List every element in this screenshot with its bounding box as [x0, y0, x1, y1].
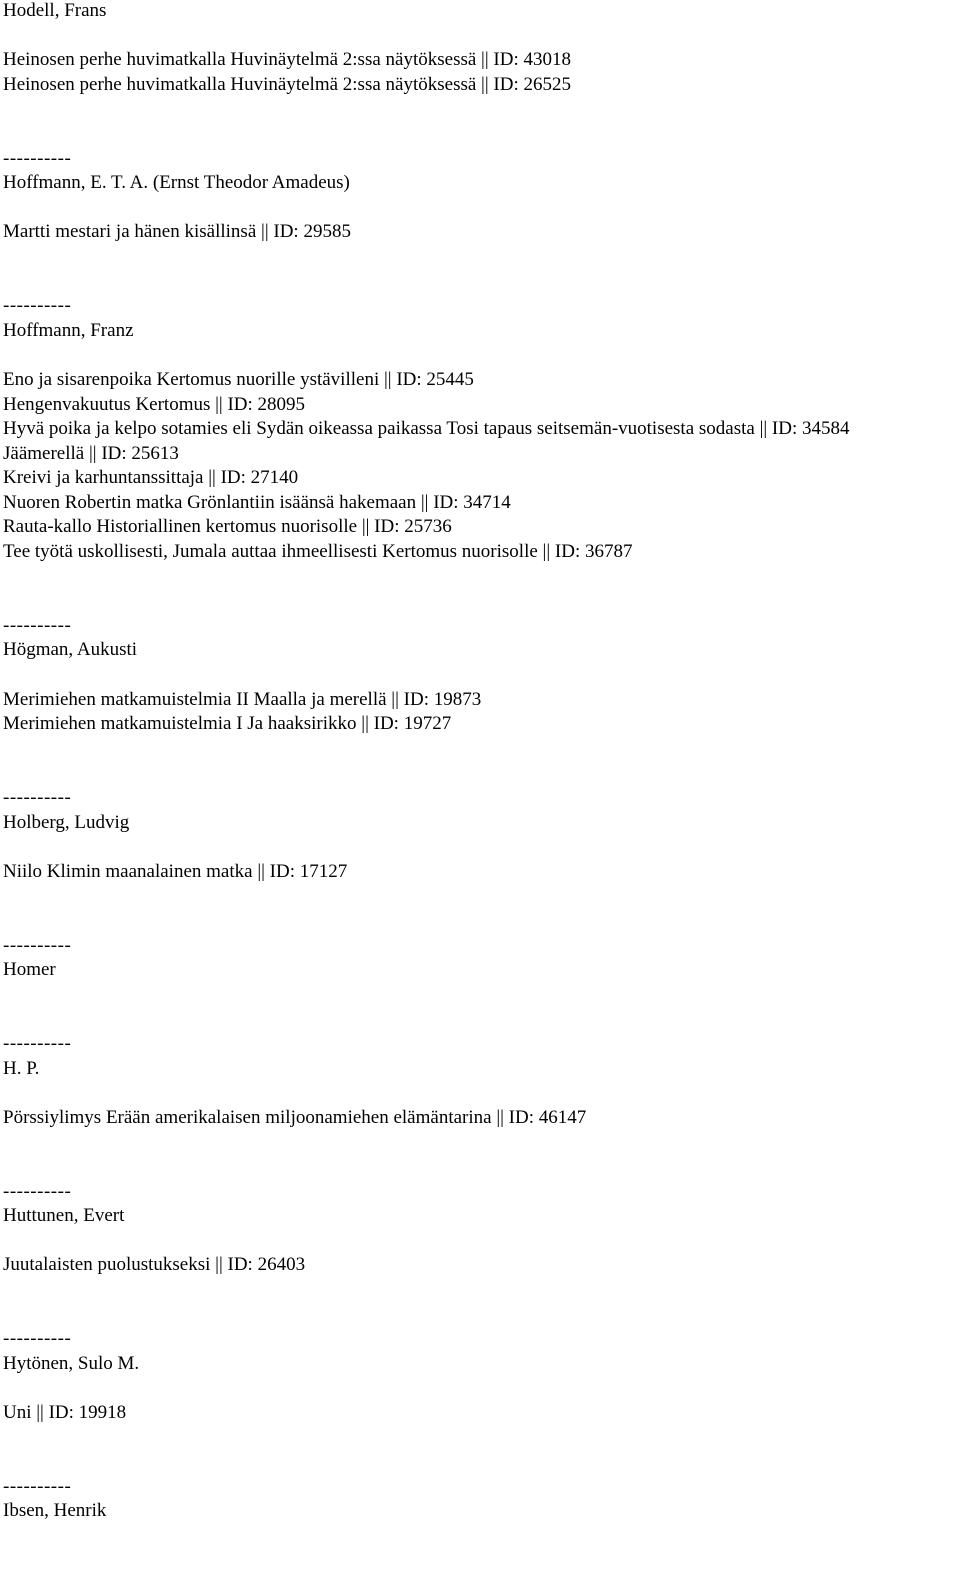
spacer	[3, 1007, 960, 1032]
spacer	[3, 1425, 960, 1450]
spacer	[3, 909, 960, 934]
entry-separator: ----------	[3, 1475, 72, 1497]
spacer	[3, 122, 960, 147]
entry-separator: ----------	[3, 1032, 72, 1054]
author-name: Hodell, Frans	[3, 0, 107, 21]
spacer	[3, 24, 960, 49]
spacer	[3, 884, 960, 909]
spacer	[3, 343, 960, 368]
author-entries	[3, 147, 960, 1573]
author-entry	[3, 934, 960, 1032]
spacer	[3, 589, 960, 614]
author-entry	[3, 147, 960, 295]
spacer	[3, 761, 960, 786]
author-name: Hytönen, Sulo M.	[3, 1352, 140, 1374]
entry-separator: ----------	[3, 147, 72, 169]
author-entry	[3, 786, 960, 934]
spacer	[3, 196, 960, 221]
work-item: Heinosen perhe huvimatkalla Huvinäytelmä 2:ssa näytöksessä || ID: 26525	[3, 73, 571, 95]
spacer	[3, 835, 960, 860]
entry-separator: ----------	[3, 1328, 72, 1350]
author-entry	[3, 1032, 960, 1180]
spacer	[3, 565, 960, 590]
entry-separator: ----------	[3, 1180, 72, 1202]
work-item: Pörssiylimys Erään amerikalaisen miljoonamiehen elämäntarina || ID: 46147	[3, 1106, 587, 1128]
spacer	[3, 270, 960, 295]
entry-separator: ----------	[3, 295, 72, 317]
author-index-document	[3, 0, 960, 1573]
work-item: Eno ja sisarenpoika Kertomus nuorille ystävilleni || ID: 25445	[3, 368, 474, 390]
author-entry	[3, 1475, 960, 1573]
spacer	[3, 1229, 960, 1254]
author-entry	[3, 1327, 960, 1475]
spacer	[3, 1130, 960, 1155]
author-entry	[3, 614, 960, 786]
spacer	[3, 1302, 960, 1327]
author-entry	[3, 1180, 960, 1328]
author-name: Hoffmann, E. T. A. (Ernst Theodor Amadeus)	[3, 172, 350, 194]
author-name: Holberg, Ludvig	[3, 811, 130, 833]
author-entry	[3, 0, 960, 147]
author-name: H. P.	[3, 1057, 40, 1079]
author-name: Huttunen, Evert	[3, 1205, 125, 1227]
work-item: Tee työtä uskollisesti, Jumala auttaa ihmeellisesti Kertomus nuorisolle || ID: 36787	[3, 541, 633, 563]
work-item: Nuoren Robertin matka Grönlantiin isäänsä hakemaan || ID: 34714	[3, 491, 511, 513]
work-item: Juutalaisten puolustukseksi || ID: 26403	[3, 1254, 306, 1276]
work-item: Rauta-kallo Historiallinen kertomus nuorisolle || ID: 25736	[3, 516, 452, 538]
spacer	[3, 737, 960, 762]
work-item: Niilo Klimin maanalainen matka || ID: 17127	[3, 860, 348, 882]
author-name: Ibsen, Henrik	[3, 1500, 107, 1522]
work-item: Martti mestari ja hänen kisällinsä || ID: 29585	[3, 221, 351, 243]
spacer	[3, 1450, 960, 1475]
work-item: Hyvä poika ja kelpo sotamies eli Sydän oikeassa paikassa Tosi tapaus seitsemän-vuotisesta sodasta || ID: 34584	[3, 418, 850, 440]
work-item: Merimiehen matkamuistelmia II Maalla ja merellä || ID: 19873	[3, 688, 482, 710]
spacer	[3, 1548, 960, 1573]
spacer	[3, 1278, 960, 1303]
author-entry	[3, 294, 960, 614]
work-item: Jäämerellä || ID: 25613	[3, 442, 179, 464]
spacer	[3, 245, 960, 270]
spacer	[3, 1376, 960, 1401]
work-item: Heinosen perhe huvimatkalla Huvinäytelmä 2:ssa näytöksessä || ID: 43018	[3, 49, 571, 71]
work-item: Kreivi ja karhuntanssittaja || ID: 27140	[3, 467, 299, 489]
author-name: Hoffmann, Franz	[3, 319, 134, 341]
spacer	[3, 1524, 960, 1549]
entry-separator: ----------	[3, 934, 72, 956]
spacer	[3, 97, 960, 122]
work-item: Hengenvakuutus Kertomus || ID: 28095	[3, 393, 306, 415]
work-item: Merimiehen matkamuistelmia I Ja haaksirikko || ID: 19727	[3, 713, 452, 735]
spacer	[3, 1081, 960, 1106]
author-name: Högman, Aukusti	[3, 639, 138, 661]
spacer	[3, 983, 960, 1008]
spacer	[3, 663, 960, 688]
entry-separator: ----------	[3, 614, 72, 636]
entry-separator: ----------	[3, 787, 72, 808]
work-item: Uni || ID: 19918	[3, 1401, 127, 1423]
spacer	[3, 1155, 960, 1180]
author-name: Homer	[3, 959, 56, 981]
